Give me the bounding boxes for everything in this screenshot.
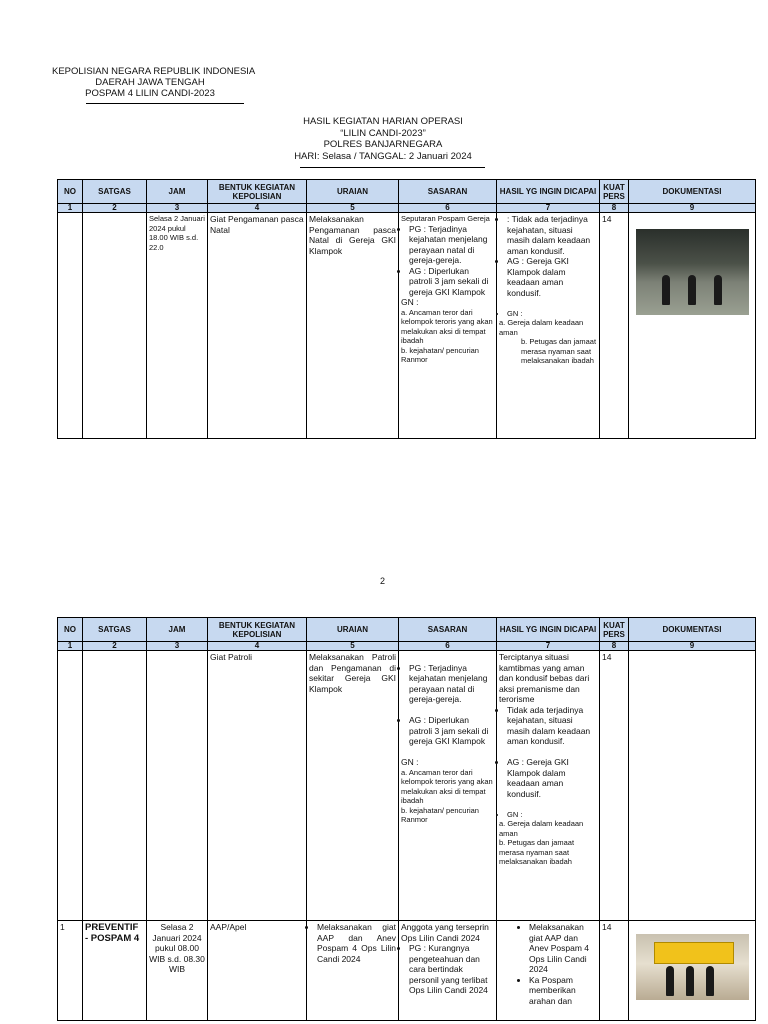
col-num: 5 <box>307 204 399 213</box>
table-row <box>58 213 756 439</box>
hasil-item: • Melaksanakan giat AAP dan Anev Pospam 4 Ops Lilin Candi 2024 <box>529 922 597 975</box>
row-no <box>58 651 83 921</box>
sasaran-intro: Anggota yang tersеprin Ops Lilin Candi 2024 <box>401 922 489 943</box>
col-num: 8 <box>600 642 629 651</box>
officer-figure <box>706 966 714 996</box>
sasaran-pg: • PG : Terjadinya kejahatan menjelang perayaan natal di gereja-gereja. <box>409 663 494 705</box>
title-line-1: HASIL KEGIATAN HARIAN OPERASI <box>303 116 463 127</box>
col-jam: JAM <box>147 618 208 642</box>
hasil-gn-a: a. Gereja dalam keadaan aman <box>499 318 584 337</box>
col-jam: JAM <box>147 180 208 204</box>
col-bentuk: BENTUK KEGIATAN KEPOLISIAN <box>208 618 307 642</box>
table-header-row <box>58 618 756 642</box>
col-uraian: URAIAN <box>307 180 399 204</box>
col-num: 2 <box>83 204 147 213</box>
table-row <box>58 651 756 921</box>
col-num: 9 <box>629 204 756 213</box>
col-num: 7 <box>497 642 600 651</box>
col-sasaran: SASARAN <box>399 180 497 204</box>
col-dokumentasi: DOKUMENTASI <box>629 618 756 642</box>
col-num: 6 <box>399 642 497 651</box>
col-hasil: HASIL YG INGIN DICAPAI <box>497 180 600 204</box>
col-num: 4 <box>208 642 307 651</box>
row-jam <box>147 651 208 921</box>
col-dokumentasi: DOKUMENTASI <box>629 180 756 204</box>
col-num: 7 <box>497 204 600 213</box>
row-satgas <box>83 651 147 921</box>
letterhead <box>52 66 256 99</box>
row-dokumentasi <box>629 651 756 921</box>
column-number-row <box>58 642 756 651</box>
col-num: 5 <box>307 642 399 651</box>
row-bentuk: Giat Pengamanan pasca Natal <box>208 213 307 439</box>
col-num: 3 <box>147 642 208 651</box>
hasil-gn: • GN : <box>507 810 597 820</box>
col-sasaran: SASARAN <box>399 618 497 642</box>
title-date: HARI: Selasa / TANGGAL: 2 Januari 2024 <box>294 150 472 162</box>
officer-figure <box>662 275 670 305</box>
table-row <box>58 921 756 1021</box>
row-jam: Selasa 2 Januari 2024 pukul 08.00 WIB s.d. 08.30 WIB <box>147 921 208 1021</box>
page-number: 2 <box>380 576 386 586</box>
officer-figure <box>686 966 694 996</box>
row-dokumentasi <box>629 213 756 439</box>
sasaran-gn: GN : <box>401 757 419 767</box>
col-num: 4 <box>208 204 307 213</box>
hasil-item: • Tidak ada terjadinya kejahatan, situasi masih dalam keadaan aman kondusif. <box>507 705 597 747</box>
title-line-3: POLRES BANJARNEGARA <box>323 139 443 150</box>
row-no <box>58 213 83 439</box>
col-satgas: SATGAS <box>83 180 147 204</box>
table-header-row <box>58 180 756 204</box>
row-bentuk: Giat Patroli <box>208 651 307 921</box>
row-kuat: 14 <box>600 213 629 439</box>
letterhead-underline <box>86 103 244 104</box>
col-num: 1 <box>58 642 83 651</box>
sasaran-gn-a: a. Ancaman teror dari kelompok teroris yang akan melakukan aksi di tempat ibadah <box>401 767 493 805</box>
sasaran-gn-b: b. kejahatan/ pencurian Ranmor <box>401 345 479 364</box>
row-satgas <box>83 213 147 439</box>
row-uraian: Melaksanakan Pengamanan pasca Natal di Gereja GKI Klampok <box>307 213 399 439</box>
row-hasil <box>497 651 600 921</box>
col-num: 6 <box>399 204 497 213</box>
title-underline <box>300 167 485 168</box>
hasil-gn-b: b. Petugas dan jamaat merasa nyaman saat melaksanakan ibadah <box>499 838 575 866</box>
row-no: 1 <box>58 921 83 1021</box>
col-no: NO <box>58 618 83 642</box>
hasil-item: • : Tidak ada terjadinya kejahatan, situasi masih dalam keadaan aman kondusif. <box>507 214 597 256</box>
hasil-item: • AG : Gereja GKI Klampok dalam keadaan aman kondusif. <box>507 757 597 799</box>
row-sasaran <box>399 921 497 1021</box>
hasil-item: • AG : Gereja GKI Klampok dalam keadaan aman kondusif. <box>507 256 597 298</box>
col-no: NO <box>58 180 83 204</box>
activity-table-1 <box>57 179 756 439</box>
sasaran-gn: GN : <box>401 297 419 307</box>
sasaran-intro: Seputaran Pospam Gereja <box>401 214 490 223</box>
col-num: 1 <box>58 204 83 213</box>
sasaran-pg: • PG : Terjadinya kejahatan menjelang perayaan natal di gereja-gereja. <box>409 224 494 266</box>
col-uraian: URAIAN <box>307 618 399 642</box>
col-bentuk: BENTUK KEGIATAN KEPOLISIAN <box>208 180 307 204</box>
org-unit: POSPAM 4 LILIN CANDI-2023 <box>85 88 215 99</box>
col-num: 8 <box>600 204 629 213</box>
col-satgas: SATGAS <box>83 618 147 642</box>
sasaran-gn-b: b. kejahatan/ pencurian Ranmor <box>401 805 479 824</box>
title-line-2: “LILIN CANDI-2023” <box>340 127 426 139</box>
hasil-item: • Ka Pospam memberikan arahan dan <box>529 975 597 1007</box>
row-sasaran <box>399 651 497 921</box>
hasil-gn-a: a. Gereja dalam keadaan aman <box>499 819 584 838</box>
hasil-gn-b: b. Petugas dan jamaat merasa nyaman saat melaksanakan ibadah <box>521 337 597 365</box>
row-uraian: Melaksanakan Patroli dan Pengamanan di sekitar Gereja GKI Klampok <box>307 651 399 921</box>
officer-figure <box>688 275 696 305</box>
row-sasaran <box>399 213 497 439</box>
hasil-intro: Terciptanya situasi kamtibmas yang aman dan kondusif bebas dari aksi premanisme dan terorisme <box>499 652 590 704</box>
report-title <box>283 116 483 162</box>
col-num: 3 <box>147 204 208 213</box>
sasaran-ag: • AG : Diperlukan patroli 3 jam sekali di gereja GKI Klampok <box>409 715 494 747</box>
col-num: 9 <box>629 642 756 651</box>
row-jam: Selasa 2 Januari 2024 pukul 18.00 WIB s.d. 22.0 <box>147 213 208 439</box>
col-kuat: KUAT PERS <box>600 618 629 642</box>
col-hasil: HASIL YG INGIN DICAPAI <box>497 618 600 642</box>
activity-table-2 <box>57 617 756 1021</box>
officer-figure <box>666 966 674 996</box>
row-kuat: 14 <box>600 921 629 1021</box>
sasaran-gn-a: a. Ancaman teror dari kelompok teroris yang akan melakukan aksi di tempat ibadah <box>401 307 493 345</box>
row-hasil <box>497 213 600 439</box>
pospam-banner <box>654 942 734 964</box>
night-patrol-photo <box>636 229 749 315</box>
hasil-gn: • GN : <box>507 309 597 319</box>
row-hasil <box>497 921 600 1021</box>
row-uraian <box>307 921 399 1021</box>
sasaran-pg: • PG : Kurangnya pengeteahuan dan cara bertindak personil yang terlibat Ops Lilin Candi 2024 <box>409 943 494 996</box>
org-name: KEPOLISIAN NEGARA REPUBLIK INDONESIA <box>52 66 256 77</box>
row-dokumentasi <box>629 921 756 1021</box>
col-kuat: KUAT PERS <box>600 180 629 204</box>
org-region: DAERAH JAWA TENGAH <box>95 77 205 88</box>
row-kuat: 14 <box>600 651 629 921</box>
pospam-tent-photo <box>636 934 749 1000</box>
col-num: 2 <box>83 642 147 651</box>
column-number-row <box>58 204 756 213</box>
uraian-item: • Melaksanakan giat AAP dan Anev Pospam 4 Ops Lilin Candi 2024 <box>317 922 396 964</box>
officer-figure <box>714 275 722 305</box>
sasaran-ag: • AG : Diperlukan patroli 3 jam sekali di gereja GKI Klampok <box>409 266 494 298</box>
row-satgas: PREVENTIF - POSPAM 4 <box>83 921 147 1021</box>
row-bentuk: AAP/Apel <box>208 921 307 1021</box>
